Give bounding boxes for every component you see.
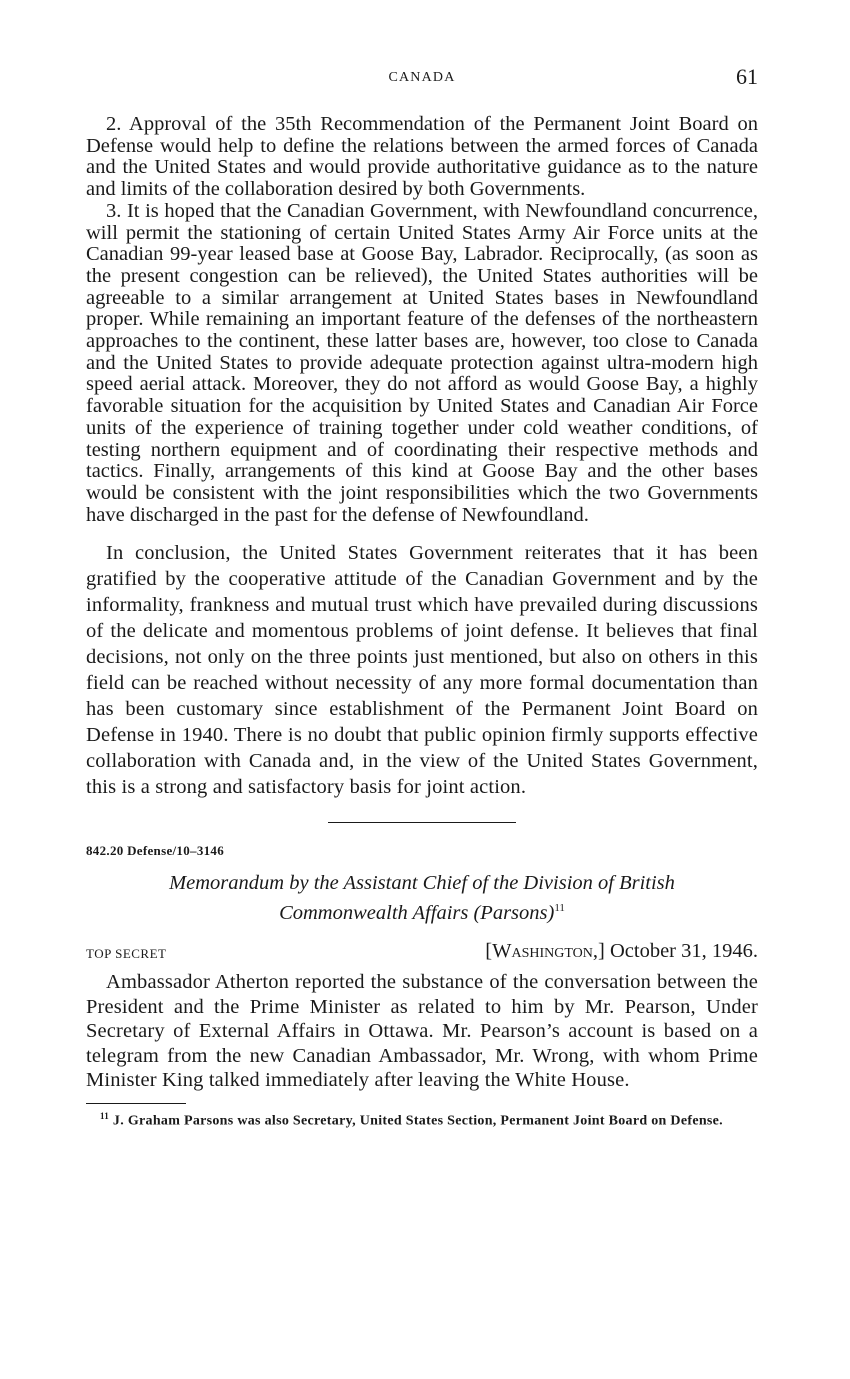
point-3-paragraph: 3. It is hoped that the Canadian Government, with Newfoundland concurrence, will permit the stationing of certain United States Army Air Force units at the Canadian 99-year leased base at Goose Bay, Labrador. Reciprocally, (as soon as the present congestion can be relieved), the United States authorities will be agreeable to a similar arrangement at United States bases in Newfoundland proper. While remaining an important feature of the defenses of the northeastern approaches to the continent, these latter bases are, however, too close to Canada and the United States to provide adequate protection against ultra-modern high speed aerial attack. Moreover, they do not afford as would Goose Bay, a highly favorable situation for the acquisition by United States and Canadian Air Force units of the experience of training together under cold weather conditions, of testing northern equipment and of coordinating their respective methods and tactics. Finally, arrangements of this kind at Goose Bay and the other bases would be consistent with the joint responsibilities which the two Governments have discharged in the past for the defense of Newfoundland. (86, 199, 758, 526)
conclusion-block (86, 540, 758, 800)
point-2-paragraph: 2. Approval of the 35th Recommendation of the Permanent Joint Board on Defense would help to define the relations between the armed forces of Canada and the United States and would provide authoritative guidance as to the nature and limits of the collaboration desired by both Governments. (86, 113, 758, 201)
page-number: 61 (736, 64, 758, 89)
memo-title-line-2 (86, 896, 758, 926)
footnote-text: J. Graham Parsons was also Secretary, United States Section, Permanent Joint Board on Defense. (112, 1113, 723, 1129)
running-title: CANADA (388, 70, 456, 85)
document-page (86, 62, 758, 1129)
file-number: 842.20 Defense/10–3146 (86, 843, 225, 859)
footnote (86, 1108, 758, 1130)
section-divider (328, 822, 516, 823)
date-place (485, 940, 758, 963)
footnote-divider (86, 1103, 186, 1104)
conclusion-paragraph: In conclusion, the United States Government reiterates that it has been gratified by the cooperative attitude of the Canadian Government and by the informality, frankness and mutual trust which have prevailed during discussions of the delicate and momentous problems of joint defense. It believes that final decisions, not only on the three points just mentioned, but also on others in this field can be reached without necessity of any more formal documentation than has been customary since establishment of the Permanent Joint Board on Defense in 1940. There is no doubt that public opinion firmly supports effective collaboration with Canada and, in the view of the United States Government, this is a strong and satisfactory basis for joint action. (86, 542, 758, 799)
memo-title (86, 871, 758, 926)
memo-title-line-1: Memorandum by the Assistant Chief of the Division of British (169, 872, 675, 895)
place-label: [Washington,] (485, 940, 605, 963)
numbered-points (86, 114, 758, 526)
classification-label: TOP SECRET (86, 946, 167, 962)
memo-paragraph: Ambassador Atherton reported the substance of the conversation between the President and the Prime Minister as related to him by Mr. Pearson, Under Secretary of External Affairs in Ottawa. Mr. Pearson’s account is based on a telegram from the new Canadian Ambassador, Mr. Wrong, with whom Prime Minister King talked immediately after leaving the White House. (86, 971, 758, 1092)
date-label: October 31, 1946. (609, 940, 758, 963)
memo-title-line-2-text: Commonwealth Affairs (Parsons) (279, 902, 555, 925)
dateline (86, 940, 758, 966)
footnote-reference: 11 (554, 902, 565, 915)
running-head (86, 62, 758, 96)
footnote-marker: 11 (100, 1110, 110, 1121)
memo-body (86, 970, 758, 1093)
